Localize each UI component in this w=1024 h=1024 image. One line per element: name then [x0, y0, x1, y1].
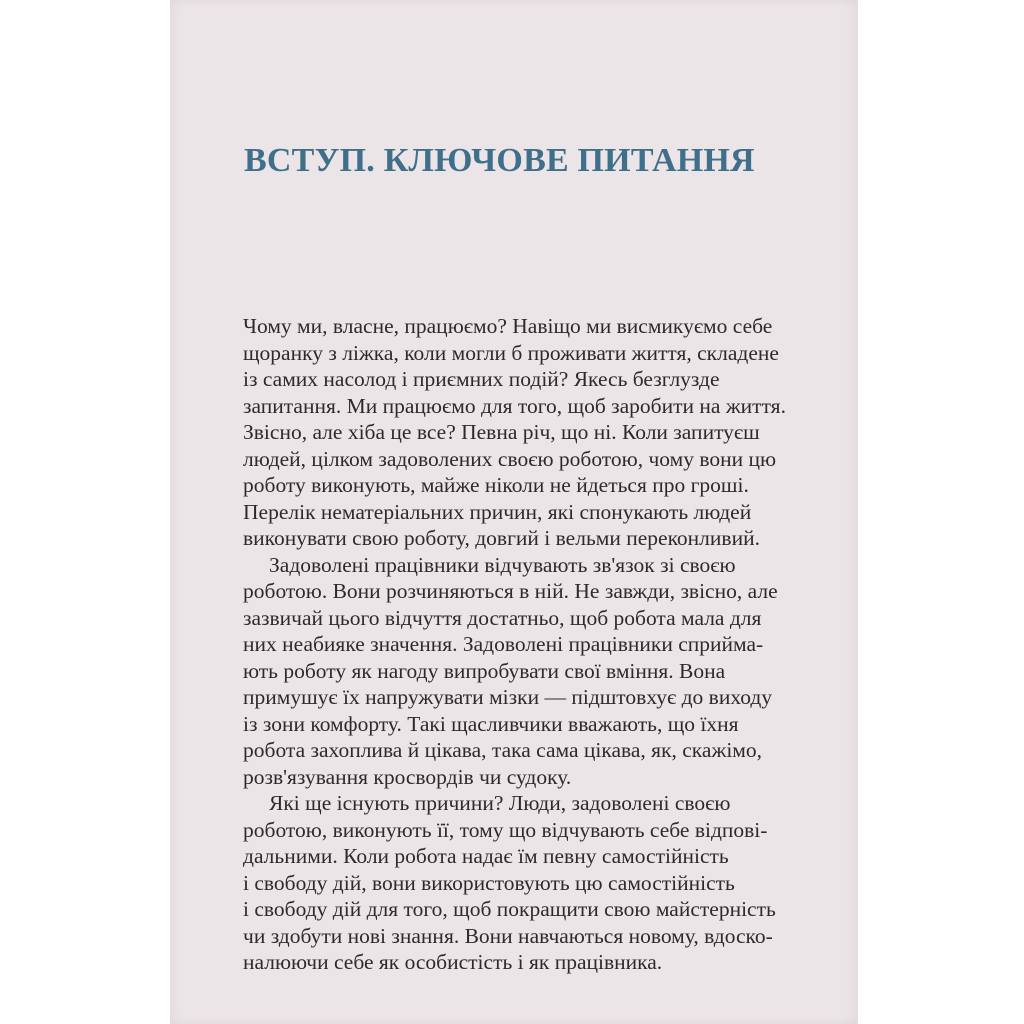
body-text: [243, 313, 803, 976]
paragraph-1: [243, 313, 803, 552]
text-line: і свободу дій для того, щоб покращити свою майстерність: [243, 897, 776, 921]
text-line: Звісно, але хіба це все? Певна річ, що ні. Коли запитуєш: [243, 420, 760, 444]
text-line: запитання. Ми працюємо для того, щоб заробити на життя.: [243, 393, 786, 418]
text-line: дальними. Коли робота надає їм певну самостійність: [243, 844, 729, 868]
paragraph-3: [243, 790, 803, 976]
text-line: із зони комфорту. Такі щасливчики вважають, що їхня: [243, 711, 739, 736]
text-line: роботу виконують, майже ніколи не йдеться про гроші.: [243, 473, 749, 497]
text-line: ють роботу як нагоду випробувати свої вміння. Вона: [243, 658, 726, 683]
text-line: роботою, виконують її, тому що відчувають себе відпові-: [243, 817, 768, 842]
text-line: Чому ми, власне, працюємо? Навіщо ми висмикуємо себе: [243, 314, 773, 338]
text-line: із самих насолод і приємних подій? Якесь безглузде: [243, 367, 720, 391]
text-line: Які ще існують причини? Люди, задоволені своєю: [269, 791, 731, 815]
text-line: роботою. Вони розчиняються в ній. Не завжди, звісно, але: [243, 579, 778, 603]
text-line: людей, цілком задоволених своєю роботою, чому вони цю: [243, 446, 777, 471]
text-line: виконувати свою роботу, довгий і вельми переконливий.: [243, 526, 760, 550]
text-line: зазвичай цього відчуття достатньо, щоб робота мала для: [243, 605, 762, 630]
text-line: і свободу дій, вони використовують цю самостійність: [243, 870, 735, 895]
text-line: налюючи себе як особистість і як працівника.: [243, 950, 663, 974]
text-line: Перелік нематеріальних причин, які спонукають людей: [243, 499, 752, 524]
text-line: щоранку з ліжка, коли могли б проживати життя, складене: [243, 340, 779, 365]
text-line: них неабияке значення. Задоволені працівники сприйма-: [243, 632, 764, 656]
paragraph-2: [243, 552, 803, 791]
chapter-heading: ВСТУП. КЛЮЧОВЕ ПИТАННЯ: [244, 142, 755, 179]
text-line: розв'язування кросвордів чи судоку.: [243, 764, 572, 789]
book-page: [170, 0, 858, 1024]
text-line: Задоволені працівники відчувають зв'язок зі своєю: [269, 552, 736, 577]
text-line: примушує їх напружувати мізки — підштовхує до виходу: [243, 685, 773, 709]
text-line: чи здобути нові знання. Вони навчаються новому, вдоско-: [243, 923, 773, 948]
text-line: робота захоплива й цікава, така сама цікава, як, скажімо,: [243, 738, 763, 762]
